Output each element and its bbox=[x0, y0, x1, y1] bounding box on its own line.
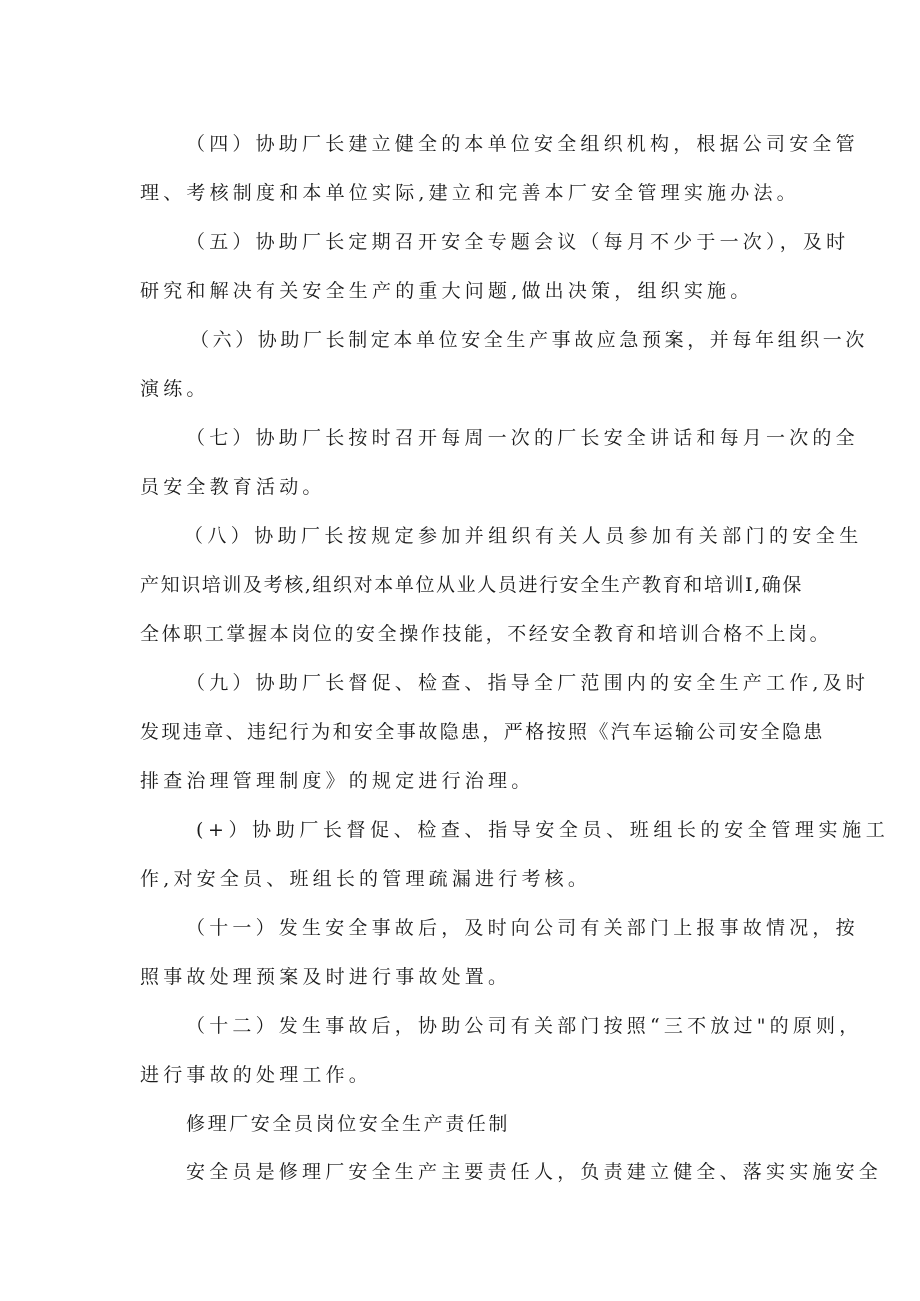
paragraph-8-line-3: 全体职工掌握本岗位的安全操作技能，不经安全教育和培训合格不上岗。 bbox=[140, 623, 832, 645]
paragraph-9-line-2: 发现违章、违纪行为和安全事故隐患，严格按照《汽车运输公司安全隐患 bbox=[140, 721, 825, 743]
paragraph-11-line-1: （十一）发生安全事故后，及时向公司有关部门上报事故情况，按 bbox=[186, 917, 859, 939]
paragraph-6-line-2: 演练。 bbox=[140, 378, 210, 400]
paragraph-9-line-3: 排查治理管理制度》的规定进行治理。 bbox=[140, 770, 535, 792]
paragraph-12-line-1: （十二）发生事故后，协助公司有关部门按照“三不放过"的原则， bbox=[186, 1015, 863, 1037]
paragraph-10-line-1: (+）协助厂长督促、检查、指导安全员、班组长的安全管理实施工 bbox=[196, 819, 890, 841]
paragraph-7-line-1: （七）协助厂长按时召开每周一次的厂长安全讲话和每月一次的全 bbox=[186, 427, 859, 449]
paragraph-4-line-1: （四）协助厂长建立健全的本单位安全组织机构，根据公司安全管 bbox=[186, 133, 859, 155]
paragraph-8-line-1: （八）协助厂长按规定参加并组织有关人员参加有关部门的安全生 bbox=[184, 525, 863, 547]
intro-paragraph-line-1: 安全员是修理厂安全生产主要责任人，负责建立健全、落实实施安全 bbox=[186, 1161, 883, 1183]
paragraph-11-line-2: 照事故处理预案及时进行事故处置。 bbox=[140, 966, 512, 988]
paragraph-6-line-1: （六）协助厂长制定本单位安全生产事故应急预案，并每年组织一次 bbox=[190, 329, 869, 351]
paragraph-4-line-2: 理、考核制度和本单位实际,建立和完善本厂安全管理实施办法。 bbox=[140, 182, 800, 204]
paragraph-10-line-2: 作,对安全员、班组长的管理疏漏进行考核。 bbox=[140, 868, 592, 890]
paragraph-5-line-2: 研究和解决有关安全生产的重大问题,做出决策，组织实施。 bbox=[140, 280, 754, 302]
paragraph-5-line-1: （五）协助厂长定期召开安全专题会议（每月不少于一次），及时 bbox=[186, 231, 850, 253]
paragraph-7-line-2: 员安全教育活动。 bbox=[140, 476, 326, 498]
paragraph-8-line-2: 产知识培训及考核,组织对本单位从业人员进行安全生产教育和培训I,确保 bbox=[140, 574, 803, 596]
paragraph-12-line-2: 进行事故的处理工作。 bbox=[140, 1064, 373, 1086]
paragraph-9-line-1: （九）协助厂长督促、检查、指导全厂范围内的安全生产工作,及时 bbox=[186, 672, 870, 694]
section-heading: 修理厂安全员岗位安全生产责任制 bbox=[186, 1113, 511, 1135]
